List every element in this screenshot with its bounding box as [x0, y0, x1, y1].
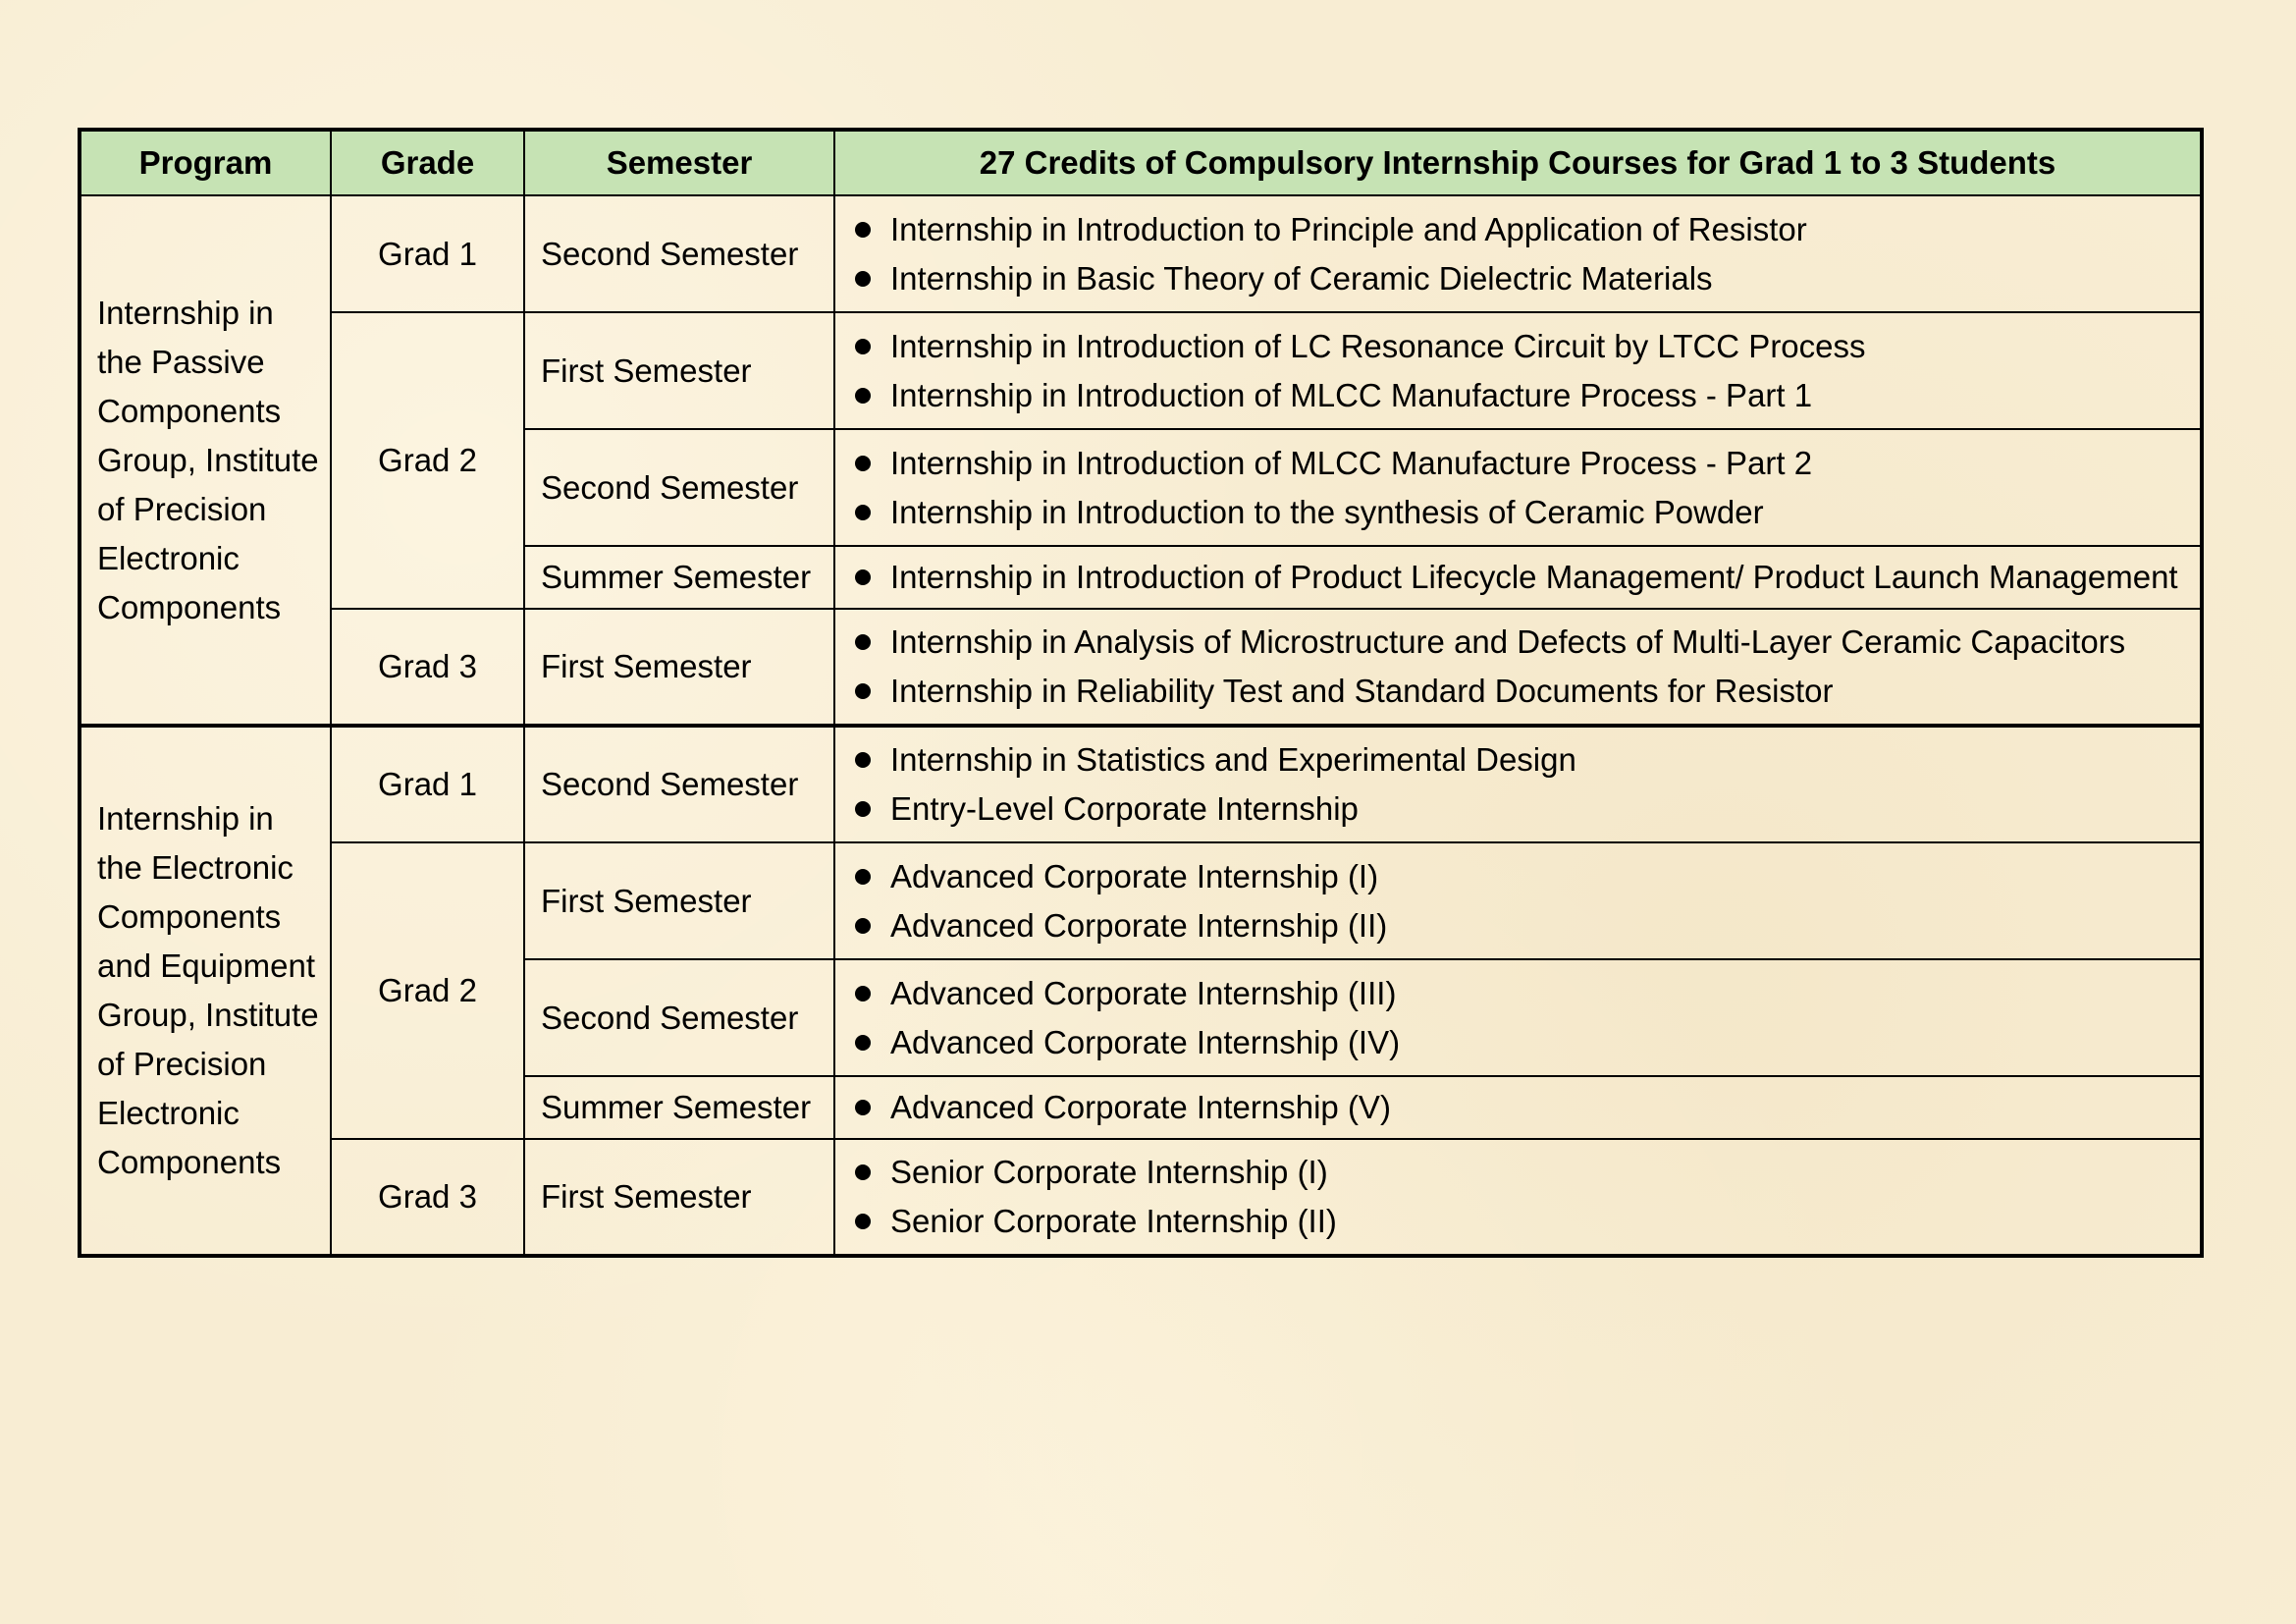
course-list: [849, 618, 2192, 716]
course-name: Internship in Reliability Test and Standard Documents for Resistor: [890, 673, 1834, 709]
table-row: [80, 726, 2202, 842]
bullet-icon: [855, 569, 871, 585]
program-cell: Internship in the Passive Components Group, Institute of Precision Electronic Components: [80, 195, 331, 726]
bullet-icon: [855, 869, 871, 885]
course-item: [849, 969, 2192, 1018]
courses-cell: [834, 1076, 2202, 1139]
bullet-icon: [855, 339, 871, 354]
bullet-icon: [855, 222, 871, 238]
bullet-icon: [855, 1214, 871, 1229]
semester-cell: Second Semester: [524, 429, 834, 546]
course-item: [849, 254, 2192, 303]
grade-cell: Grad 1: [331, 195, 524, 312]
course-list: [849, 735, 2192, 834]
semester-cell: First Semester: [524, 312, 834, 429]
course-item: [849, 735, 2192, 785]
course-list: [849, 852, 2192, 950]
bullet-icon: [855, 801, 871, 817]
courses-cell: [834, 429, 2202, 546]
courses-cell: [834, 1139, 2202, 1256]
table-body: [80, 195, 2202, 1256]
bullet-icon: [855, 752, 871, 768]
course-item: [849, 852, 2192, 901]
course-name: Senior Corporate Internship (I): [890, 1154, 1328, 1190]
bullet-icon: [855, 1100, 871, 1115]
course-item: [849, 371, 2192, 420]
course-item: [849, 901, 2192, 950]
course-list: [849, 1148, 2192, 1246]
course-name: Internship in Introduction of MLCC Manufacture Process - Part 1: [890, 376, 1813, 413]
courses-cell: [834, 609, 2202, 726]
semester-cell: First Semester: [524, 842, 834, 959]
header-semester: Semester: [524, 130, 834, 195]
course-name: Entry-Level Corporate Internship: [890, 790, 1359, 827]
header-grade: Grade: [331, 130, 524, 195]
courses-cell: [834, 726, 2202, 842]
bullet-icon: [855, 271, 871, 287]
header-program: Program: [80, 130, 331, 195]
course-name: Advanced Corporate Internship (III): [890, 974, 1397, 1011]
bullet-icon: [855, 634, 871, 650]
courses-cell: [834, 959, 2202, 1076]
bullet-icon: [855, 456, 871, 471]
course-name: Internship in Introduction to the synthesis of Ceramic Powder: [890, 493, 1764, 530]
course-name: Senior Corporate Internship (II): [890, 1203, 1337, 1239]
bullet-icon: [855, 1035, 871, 1051]
grade-cell: Grad 2: [331, 312, 524, 609]
semester-cell: Summer Semester: [524, 546, 834, 609]
table-row: [80, 195, 2202, 312]
course-name: Internship in Introduction of Product Lifecycle Management/ Product Launch Management: [890, 559, 2178, 595]
bullet-icon: [855, 683, 871, 699]
semester-cell: First Semester: [524, 1139, 834, 1256]
course-name: Internship in Introduction of LC Resonance Circuit by LTCC Process: [890, 327, 1866, 364]
course-list: [849, 969, 2192, 1067]
semester-cell: Summer Semester: [524, 1076, 834, 1139]
courses-cell: [834, 312, 2202, 429]
grade-cell: Grad 2: [331, 842, 524, 1139]
course-list: [849, 439, 2192, 537]
table-row: [80, 842, 2202, 959]
courses-cell: [834, 195, 2202, 312]
bullet-icon: [855, 986, 871, 1001]
course-name: Internship in Introduction to Principle and Application of Resistor: [890, 210, 1807, 247]
course-name: Internship in Analysis of Microstructure and Defects of Multi-Layer Ceramic Capacitors: [890, 623, 2126, 660]
semester-cell: Second Semester: [524, 726, 834, 842]
course-list: [849, 553, 2192, 602]
grade-cell: Grad 1: [331, 726, 524, 842]
bullet-icon: [855, 505, 871, 520]
course-item: [849, 488, 2192, 537]
course-item: [849, 553, 2192, 602]
program-cell: Internship in the Electronic Components and Equipment Group, Institute of Precision Electronic Components: [80, 726, 331, 1256]
courses-cell: [834, 546, 2202, 609]
semester-cell: Second Semester: [524, 195, 834, 312]
header-courses: 27 Credits of Compulsory Internship Courses for Grad 1 to 3 Students: [834, 130, 2202, 195]
course-item: [849, 205, 2192, 254]
course-item: [849, 439, 2192, 488]
courses-cell: [834, 842, 2202, 959]
semester-cell: Second Semester: [524, 959, 834, 1076]
course-name: Advanced Corporate Internship (V): [890, 1089, 1391, 1125]
course-item: [849, 1083, 2192, 1132]
semester-cell: First Semester: [524, 609, 834, 726]
course-item: [849, 618, 2192, 667]
course-name: Advanced Corporate Internship (IV): [890, 1023, 1401, 1060]
course-name: Advanced Corporate Internship (I): [890, 857, 1379, 894]
table-row: [80, 312, 2202, 429]
course-item: [849, 1148, 2192, 1197]
course-name: Internship in Statistics and Experimental Design: [890, 741, 1576, 778]
grade-cell: Grad 3: [331, 1139, 524, 1256]
course-list: [849, 322, 2192, 420]
course-name: Internship in Introduction of MLCC Manufacture Process - Part 2: [890, 444, 1813, 481]
table-row: [80, 609, 2202, 726]
course-item: [849, 667, 2192, 716]
course-item: [849, 1197, 2192, 1246]
course-name: Internship in Basic Theory of Ceramic Dielectric Materials: [890, 259, 1713, 297]
course-item: [849, 1018, 2192, 1067]
course-item: [849, 322, 2192, 371]
table-header-row: [80, 130, 2202, 195]
course-list: [849, 1083, 2192, 1132]
bullet-icon: [855, 918, 871, 934]
grade-cell: Grad 3: [331, 609, 524, 726]
table-row: [80, 1139, 2202, 1256]
course-name: Advanced Corporate Internship (II): [890, 906, 1388, 944]
internship-table-container: [78, 128, 2204, 1258]
bullet-icon: [855, 1164, 871, 1180]
course-list: [849, 205, 2192, 303]
bullet-icon: [855, 388, 871, 404]
internship-table: [78, 128, 2204, 1258]
course-item: [849, 785, 2192, 834]
